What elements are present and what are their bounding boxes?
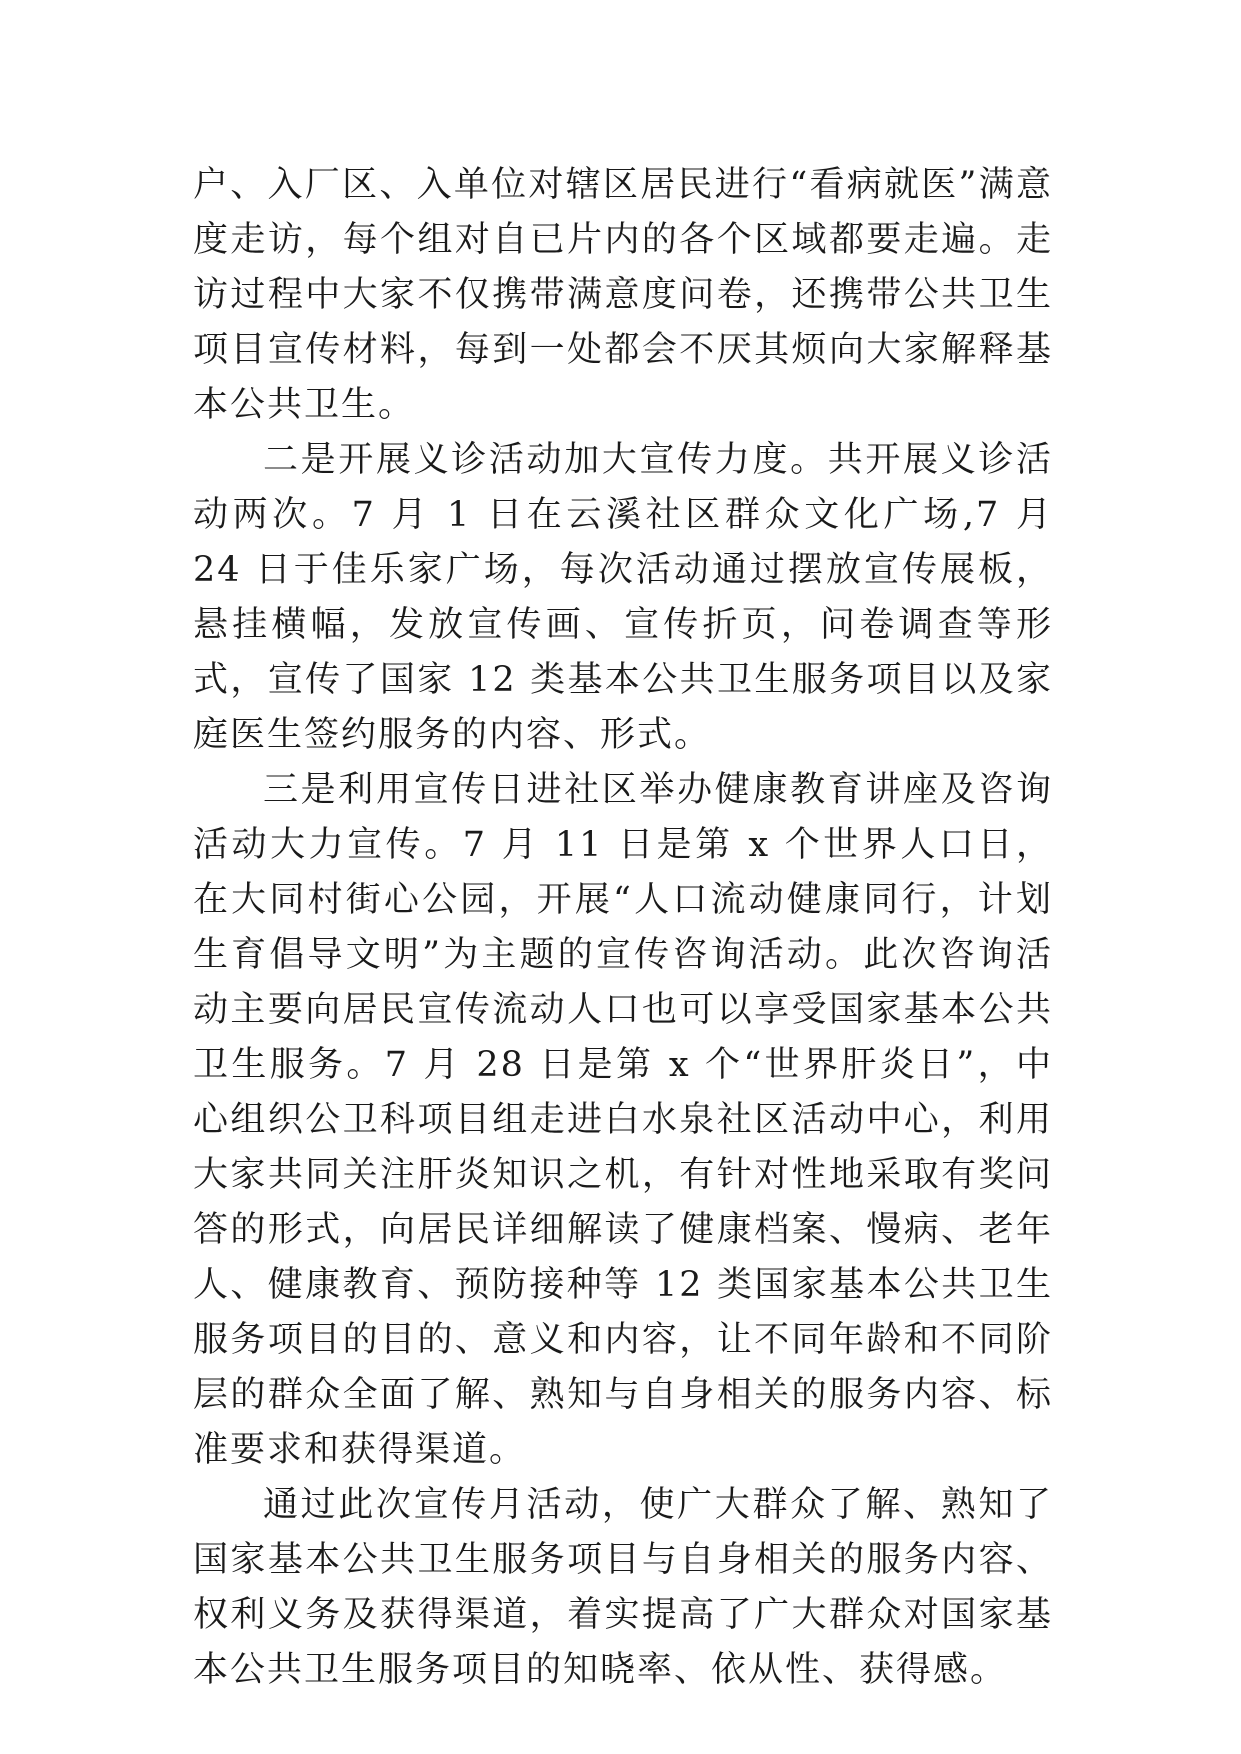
paragraph-publicity-days: 三是利用宣传日进社区举办健康教育讲座及咨询活动大力宣传。7 月 11 日是第 x 个世界人口日，在大同村街心公园，开展“人口流动健康同行，计划生育倡导文明”为主题的宣传咨询活动。此次咨询活动主要向居民宣传流动人口也可以享受国家基本公共卫生服务。7 月 28 日是第 x 个“世界肝炎日”，中心组织公卫科项目组走进白水泉社区活动中心，利用大家共同关注肝炎知识之机，有针对性地采取有奖问答的形式，向居民详细解读了健康档案、慢病、老年人、健康教育、预防接种等 12 类国家基本公共卫生服务项目的目的、意义和内容，让不同年龄和不同阶层的群众全面了解、熟知与自身相关的服务内容、标准要求和获得渠道。 [193, 770, 1053, 1470]
paragraph-continued: 户、入厂区、入单位对辖区居民进行“看病就医”满意度走访，每个组对自已片内的各个区域都要走遍。走访过程中大家不仅携带满意度问卷，还携带公共卫生项目宣传材料，每到一处都会不厌其烦向大家解释基本公共卫生。 [193, 165, 1053, 425]
document-body [193, 158, 1053, 1698]
paragraph-free-clinic: 二是开展义诊活动加大宣传力度。共开展义诊活动两次。7 月 1 日在云溪社区群众文化广场,7 月 24 日于佳乐家广场，每次活动通过摆放宣传展板，悬挂横幅，发放宣传画、宣传折页，问卷调查等形式，宣传了国家 12 类基本公共卫生服务项目以及家庭医生签约服务的内容、形式。 [193, 440, 1053, 755]
paragraph-conclusion: 通过此次宣传月活动，使广大群众了解、熟知了国家基本公共卫生服务项目与自身相关的服务内容、权利义务及获得渠道，着实提高了广大群众对国家基本公共卫生服务项目的知晓率、依从性、获得感。 [193, 1485, 1053, 1690]
